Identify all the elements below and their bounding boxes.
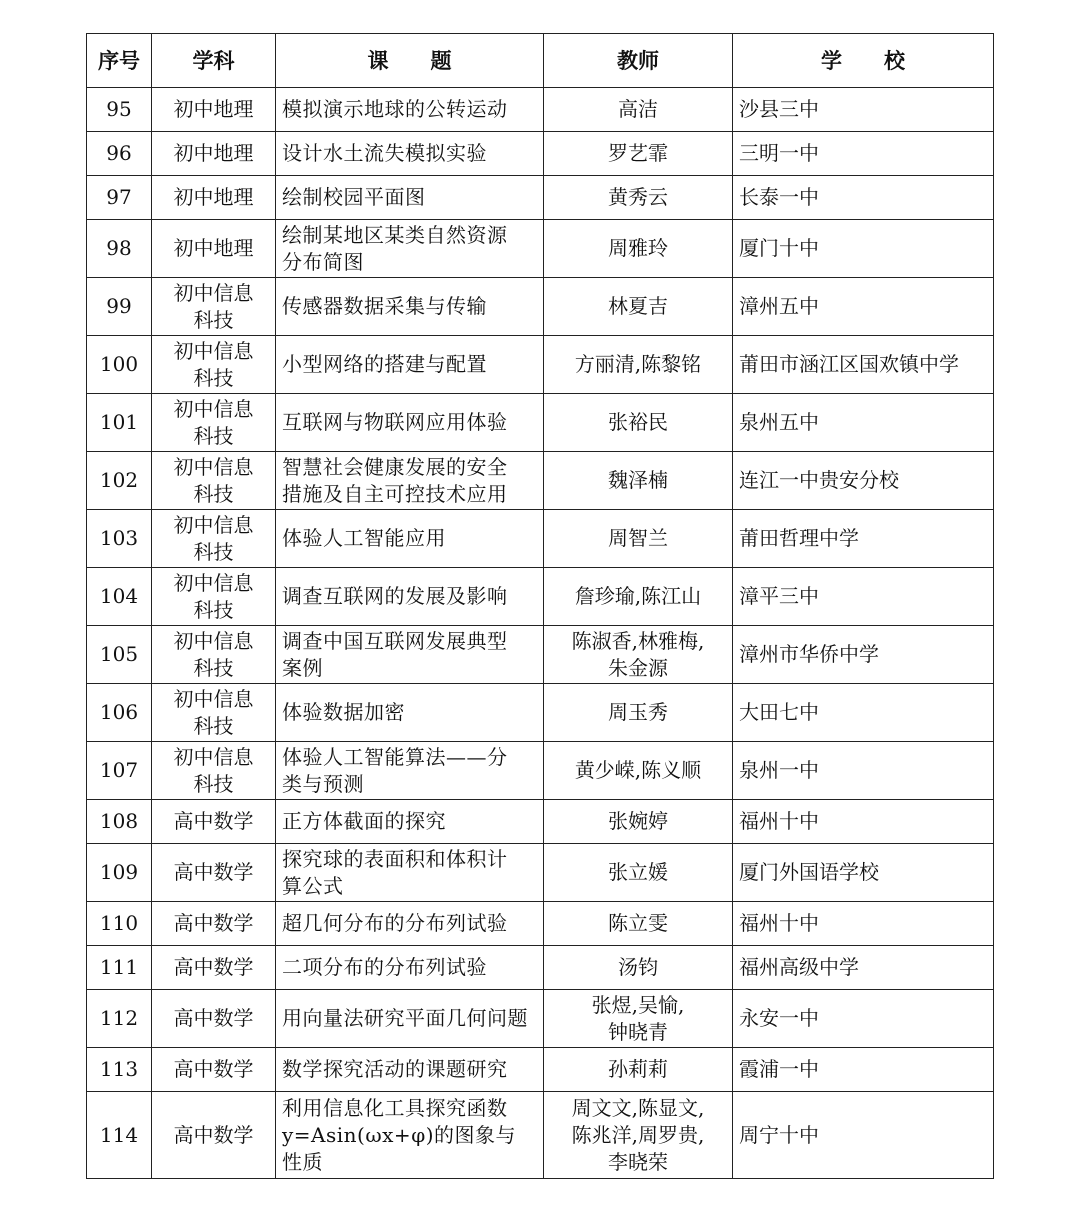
teacher-line: 黄秀云: [608, 185, 668, 209]
subject-line: 初中地理: [173, 97, 254, 121]
cell-subject: [152, 336, 276, 394]
teacher-line: 方丽清,陈黎铭: [574, 352, 702, 376]
cell-topic: [276, 1048, 544, 1092]
teacher-line: 朱金源: [608, 655, 668, 680]
cell-subject: [152, 742, 276, 800]
cell-subject: [152, 800, 276, 844]
table-row: [87, 394, 994, 452]
topic-line: 调查互联网的发展及影响: [282, 584, 508, 608]
teacher-line: 周智兰: [608, 526, 668, 550]
topic-line: 用向量法研究平面几何问题: [282, 1006, 528, 1030]
cell-num: 102: [87, 452, 152, 510]
cell-teacher: [544, 946, 733, 990]
table-row: [87, 684, 994, 742]
subject-line: 高中数学: [173, 809, 254, 833]
cell-num: 96: [87, 132, 152, 176]
topic-line: 性质: [282, 1149, 323, 1174]
cell-school: 永安一中: [733, 990, 994, 1048]
topic-line: y=Asin(ωx+φ)的图象与: [282, 1122, 516, 1147]
subject-line: 高中数学: [173, 1006, 254, 1030]
teacher-line: 周玉秀: [608, 700, 668, 724]
header-subject: 学科: [152, 34, 276, 88]
topic-line: 小型网络的搭建与配置: [282, 352, 487, 376]
teacher-line: 李晓荣: [608, 1149, 668, 1174]
cell-school: 福州十中: [733, 800, 994, 844]
table-row: [87, 278, 994, 336]
topic-line: 智慧社会健康发展的安全: [282, 454, 508, 479]
table-row: [87, 452, 994, 510]
cell-num: 109: [87, 844, 152, 902]
table-row: [87, 132, 994, 176]
topic-line: 调查中国互联网发展典型: [282, 628, 508, 653]
cell-topic: [276, 220, 544, 278]
cell-teacher: [544, 510, 733, 568]
topic-line: 绘制校园平面图: [282, 185, 426, 209]
subject-line: 初中信息: [173, 454, 254, 479]
cell-school: 长泰一中: [733, 176, 994, 220]
subject-line: 初中信息: [173, 628, 254, 653]
subject-line: 高中数学: [173, 1122, 254, 1147]
cell-school: 霞浦一中: [733, 1048, 994, 1092]
cell-subject: [152, 1092, 276, 1179]
cell-teacher: [544, 394, 733, 452]
cell-school: 漳平三中: [733, 568, 994, 626]
cell-subject: [152, 510, 276, 568]
teacher-line: 詹珍瑜,陈江山: [574, 584, 702, 608]
cell-school: 沙县三中: [733, 88, 994, 132]
header-topic: 课 题: [276, 34, 544, 88]
cell-teacher: [544, 336, 733, 394]
cell-school: 莆田市涵江区国欢镇中学: [733, 336, 994, 394]
cell-num: 105: [87, 626, 152, 684]
cell-teacher: [544, 1048, 733, 1092]
cell-school: 大田七中: [733, 684, 994, 742]
topic-line: 体验数据加密: [282, 700, 405, 724]
teacher-line: 陈立雯: [608, 911, 668, 935]
cell-school: 福州高级中学: [733, 946, 994, 990]
header-school: 学 校: [733, 34, 994, 88]
teacher-line: 张立媛: [608, 860, 668, 884]
cell-topic: [276, 568, 544, 626]
cell-num: 112: [87, 990, 152, 1048]
cell-num: 98: [87, 220, 152, 278]
cell-topic: [276, 742, 544, 800]
subject-line: 初中地理: [173, 185, 254, 209]
subject-line: 科技: [193, 365, 234, 390]
cell-topic: [276, 336, 544, 394]
table-row: [87, 742, 994, 800]
teacher-line: 高洁: [618, 97, 658, 121]
cell-topic: [276, 902, 544, 946]
table-row: [87, 176, 994, 220]
cell-topic: [276, 626, 544, 684]
cell-topic: [276, 510, 544, 568]
topic-line: 二项分布的分布列试验: [282, 955, 487, 979]
cell-teacher: [544, 568, 733, 626]
subject-line: 科技: [193, 655, 234, 680]
table-row: [87, 800, 994, 844]
teacher-line: 张裕民: [608, 410, 668, 434]
cell-num: 100: [87, 336, 152, 394]
subject-line: 初中信息: [173, 396, 254, 421]
header-teacher: 教师: [544, 34, 733, 88]
topic-line: 设计水土流失模拟实验: [282, 141, 487, 165]
cell-subject: [152, 452, 276, 510]
topic-line: 传感器数据采集与传输: [282, 294, 487, 318]
subject-line: 初中信息: [173, 686, 254, 711]
subject-line: 科技: [193, 307, 234, 332]
table-row: [87, 510, 994, 568]
topic-line: 互联网与物联网应用体验: [282, 410, 508, 434]
teacher-line: 周文文,陈显文,: [571, 1095, 705, 1120]
cell-num: 114: [87, 1092, 152, 1179]
cell-subject: [152, 132, 276, 176]
cell-subject: [152, 568, 276, 626]
table-row: [87, 946, 994, 990]
cell-subject: [152, 990, 276, 1048]
topic-line: 数学探究活动的课题研究: [282, 1057, 508, 1081]
topic-line: 探究球的表面积和体积计: [282, 846, 508, 871]
cell-num: 106: [87, 684, 152, 742]
table-row: [87, 902, 994, 946]
table-row: [87, 1048, 994, 1092]
table-row: [87, 88, 994, 132]
topic-line: 正方体截面的探究: [282, 809, 446, 833]
cell-subject: [152, 88, 276, 132]
cell-school: 漳州五中: [733, 278, 994, 336]
subject-line: 科技: [193, 713, 234, 738]
cell-num: 104: [87, 568, 152, 626]
subject-line: 初中信息: [173, 512, 254, 537]
topic-line: 体验人工智能算法——分: [282, 744, 508, 769]
cell-teacher: [544, 452, 733, 510]
cell-topic: [276, 88, 544, 132]
teacher-line: 陈淑香,林雅梅,: [571, 628, 705, 653]
subject-line: 初中地理: [173, 236, 254, 260]
cell-teacher: [544, 1092, 733, 1179]
cell-subject: [152, 626, 276, 684]
topic-line: 超几何分布的分布列试验: [282, 911, 508, 935]
table-row: [87, 336, 994, 394]
teacher-line: 汤钧: [618, 955, 658, 979]
cell-topic: [276, 800, 544, 844]
cell-num: 111: [87, 946, 152, 990]
topic-line: 体验人工智能应用: [282, 526, 446, 550]
cell-num: 95: [87, 88, 152, 132]
table-row: [87, 1092, 994, 1179]
cell-topic: [276, 946, 544, 990]
teacher-line: 魏泽楠: [608, 468, 668, 492]
cell-num: 97: [87, 176, 152, 220]
cell-subject: [152, 1048, 276, 1092]
teacher-line: 林夏吉: [608, 294, 668, 318]
topic-line: 利用信息化工具探究函数: [282, 1095, 508, 1120]
cell-teacher: [544, 132, 733, 176]
subject-line: 初中信息: [173, 744, 254, 769]
cell-num: 108: [87, 800, 152, 844]
cell-num: 110: [87, 902, 152, 946]
teacher-line: 孙莉莉: [608, 1057, 668, 1081]
subject-line: 初中信息: [173, 570, 254, 595]
cell-subject: [152, 902, 276, 946]
teacher-line: 黄少嵘,陈义顺: [574, 758, 702, 782]
teacher-line: 张煜,吴愉,: [591, 992, 685, 1017]
cell-school: 莆田哲理中学: [733, 510, 994, 568]
subject-line: 科技: [193, 481, 234, 506]
cell-school: 漳州市华侨中学: [733, 626, 994, 684]
cell-topic: [276, 1092, 544, 1179]
cell-teacher: [544, 684, 733, 742]
subject-line: 科技: [193, 771, 234, 796]
cell-teacher: [544, 626, 733, 684]
cell-subject: [152, 176, 276, 220]
topic-line: 模拟演示地球的公转运动: [282, 97, 508, 121]
cell-school: 周宁十中: [733, 1092, 994, 1179]
cell-topic: [276, 844, 544, 902]
table-header-row: [87, 34, 994, 88]
table-row: [87, 990, 994, 1048]
table-row: [87, 568, 994, 626]
cell-teacher: [544, 742, 733, 800]
subject-line: 初中地理: [173, 141, 254, 165]
project-table: [86, 33, 994, 1179]
table-row: [87, 220, 994, 278]
subject-line: 科技: [193, 423, 234, 448]
cell-topic: [276, 452, 544, 510]
cell-school: 泉州五中: [733, 394, 994, 452]
cell-subject: [152, 278, 276, 336]
topic-line: 案例: [282, 655, 323, 680]
cell-subject: [152, 684, 276, 742]
teacher-line: 钟晓青: [608, 1019, 668, 1044]
cell-teacher: [544, 88, 733, 132]
cell-teacher: [544, 220, 733, 278]
cell-teacher: [544, 800, 733, 844]
subject-line: 初中信息: [173, 280, 254, 305]
cell-num: 99: [87, 278, 152, 336]
cell-num: 101: [87, 394, 152, 452]
cell-topic: [276, 278, 544, 336]
cell-school: 福州十中: [733, 902, 994, 946]
cell-teacher: [544, 902, 733, 946]
subject-line: 高中数学: [173, 860, 254, 884]
cell-topic: [276, 394, 544, 452]
cell-school: 泉州一中: [733, 742, 994, 800]
teacher-line: 陈兆洋,周罗贵,: [571, 1122, 705, 1147]
cell-school: 厦门十中: [733, 220, 994, 278]
topic-line: 类与预测: [282, 771, 364, 796]
cell-teacher: [544, 990, 733, 1048]
cell-teacher: [544, 844, 733, 902]
cell-teacher: [544, 278, 733, 336]
subject-line: 初中信息: [173, 338, 254, 363]
cell-topic: [276, 132, 544, 176]
table-row: [87, 844, 994, 902]
cell-num: 113: [87, 1048, 152, 1092]
cell-topic: [276, 990, 544, 1048]
header-num: 序号: [87, 34, 152, 88]
topic-line: 分布简图: [282, 249, 364, 274]
cell-school: 三明一中: [733, 132, 994, 176]
cell-subject: [152, 844, 276, 902]
cell-topic: [276, 684, 544, 742]
cell-num: 103: [87, 510, 152, 568]
table-row: [87, 626, 994, 684]
teacher-line: 张婉婷: [608, 809, 668, 833]
topic-line: 绘制某地区某类自然资源: [282, 222, 508, 247]
cell-subject: [152, 946, 276, 990]
subject-line: 科技: [193, 539, 234, 564]
cell-subject: [152, 220, 276, 278]
cell-subject: [152, 394, 276, 452]
cell-teacher: [544, 176, 733, 220]
subject-line: 高中数学: [173, 1057, 254, 1081]
subject-line: 科技: [193, 597, 234, 622]
cell-topic: [276, 176, 544, 220]
topic-line: 算公式: [282, 873, 344, 898]
table-body: [87, 88, 994, 1179]
cell-num: 107: [87, 742, 152, 800]
teacher-line: 周雅玲: [608, 236, 668, 260]
subject-line: 高中数学: [173, 911, 254, 935]
cell-school: 连江一中贵安分校: [733, 452, 994, 510]
cell-school: 厦门外国语学校: [733, 844, 994, 902]
subject-line: 高中数学: [173, 955, 254, 979]
teacher-line: 罗艺霏: [608, 141, 668, 165]
topic-line: 措施及自主可控技术应用: [282, 481, 508, 506]
